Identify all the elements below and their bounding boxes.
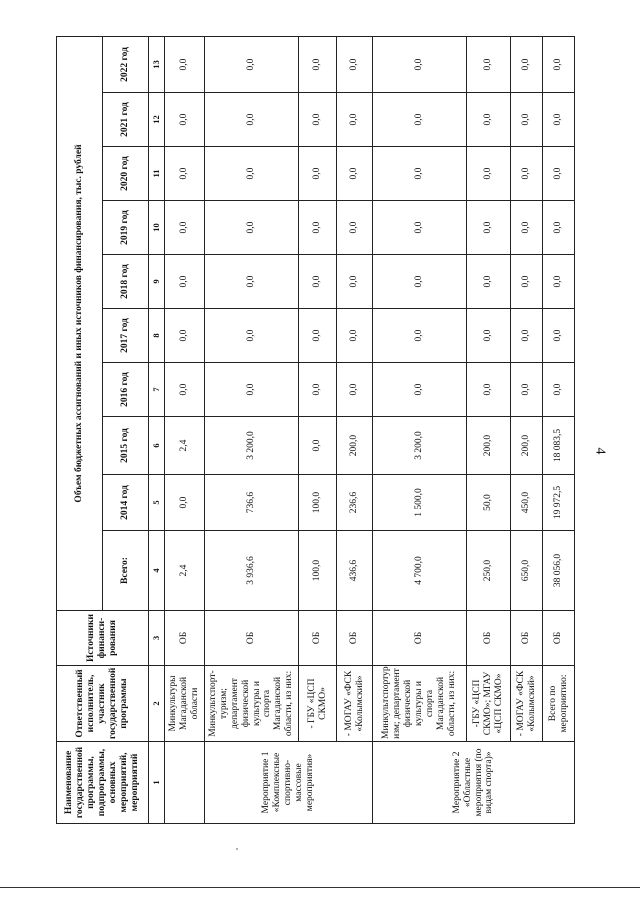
row-total: 3 936,6 (205, 531, 299, 611)
row-responsible: - МОГАУ «ФСК «Колымский» (511, 666, 543, 742)
row-value: 0,0 (205, 255, 299, 309)
row-source: ОБ (543, 611, 575, 666)
row-value: 3 200,0 (373, 417, 467, 475)
row-total: 2,4 (165, 531, 205, 611)
row-responsible: -ГБУ «ЦСП СКМО»; МГАУ «ЦСП СКМО» (467, 666, 511, 742)
column-number: 9 (149, 255, 165, 309)
row-responsible: Минкультспорт-туризм; департамент физической культуры и спорта Магаданской области, из них: (205, 666, 299, 742)
row-value: 0,0 (165, 201, 205, 255)
row-value: 0,0 (543, 36, 575, 92)
row-value: 18 083,5 (543, 417, 575, 475)
row-value: 2,4 (165, 417, 205, 475)
row-value: 0,0 (511, 147, 543, 201)
document-table-wrapper (56, 37, 569, 824)
row-responsible: - МОГАУ «ФСК «Колымский» (337, 666, 373, 742)
column-number: 11 (149, 147, 165, 201)
row-value: 0,0 (165, 93, 205, 147)
table-row (337, 36, 373, 823)
row-value: 0,0 (337, 309, 373, 363)
row-responsible: - ГБУ «ЦСП СКМО» (299, 666, 337, 742)
row-value: 100,0 (299, 475, 337, 531)
row-value: 0,0 (511, 309, 543, 363)
row-source: ОБ (373, 611, 467, 666)
row-value: 0,0 (373, 309, 467, 363)
row-value: 736,6 (205, 475, 299, 531)
header-name: Наименование государственной программы, подпрограммы, основных мероприятий, мероприятий (57, 742, 149, 824)
column-number: 8 (149, 309, 165, 363)
row-value: 0,0 (511, 255, 543, 309)
row-value: 0,0 (337, 363, 373, 417)
row-value: 0,0 (543, 201, 575, 255)
row-value: 0,0 (299, 93, 337, 147)
row-value: 0,0 (543, 363, 575, 417)
row-source: ОБ (205, 611, 299, 666)
row-source: ОБ (511, 611, 543, 666)
header-year: 2018 год (103, 255, 149, 309)
header-total: Всего: (103, 531, 149, 611)
row-value: 0,0 (337, 255, 373, 309)
row-value: 3 200,0 (205, 417, 299, 475)
row-value: 0,0 (373, 363, 467, 417)
row-value: 0,0 (373, 36, 467, 92)
row-total: 250,0 (467, 531, 511, 611)
header-year: 2015 год (103, 417, 149, 475)
column-number: 13 (149, 36, 165, 92)
header-year: 2017 год (103, 309, 149, 363)
row-value: 0,0 (165, 255, 205, 309)
row-value: 0,0 (373, 201, 467, 255)
row-value: 450,0 (511, 475, 543, 531)
row-source: ОБ (337, 611, 373, 666)
header-source: Источники финанси-рования (57, 611, 149, 666)
row-total: 650,0 (511, 531, 543, 611)
funding-table (56, 37, 569, 824)
row-responsible: Минкультспортур изм; департамент физической культуры и спорта Магаданской области, из них: (373, 666, 467, 742)
column-number: 1 (149, 742, 165, 824)
row-source: ОБ (299, 611, 337, 666)
row-value: 0,0 (373, 93, 467, 147)
row-value: 0,0 (299, 36, 337, 92)
header-responsible: Ответственный исполнитель, участник государственной программы (57, 666, 149, 742)
row-value: 1 500,0 (373, 475, 467, 531)
row-value: 0,0 (467, 363, 511, 417)
table-row (165, 36, 205, 823)
row-value: 0,0 (165, 147, 205, 201)
header-year: 2019 год (103, 201, 149, 255)
column-number: 3 (149, 611, 165, 666)
row-value: 0,0 (511, 363, 543, 417)
row-value: 0,0 (165, 36, 205, 92)
row-value: 0,0 (543, 309, 575, 363)
row-value: 0,0 (165, 363, 205, 417)
table-row (205, 36, 299, 823)
row-value: 0,0 (467, 255, 511, 309)
row-value: 0,0 (511, 93, 543, 147)
table-row (511, 36, 543, 823)
table-row (467, 36, 511, 823)
row-value: 0,0 (467, 93, 511, 147)
row-value: 0,0 (205, 36, 299, 92)
row-value: 0,0 (205, 93, 299, 147)
row-value: 50,0 (467, 475, 511, 531)
row-total: 38 056,0 (543, 531, 575, 611)
row-value: 0,0 (543, 93, 575, 147)
row-value: 0,0 (467, 309, 511, 363)
row-value: 0,0 (511, 36, 543, 92)
row-value: 0,0 (543, 255, 575, 309)
column-number: 5 (149, 475, 165, 531)
column-number: 6 (149, 417, 165, 475)
row-total: 436,6 (337, 531, 373, 611)
row-value: 0,0 (373, 255, 467, 309)
row-value: 0,0 (511, 201, 543, 255)
row-value: 0,0 (467, 147, 511, 201)
row-total: 100,0 (299, 531, 337, 611)
table-row (543, 36, 575, 823)
row-value: 0,0 (299, 363, 337, 417)
row-value: 0,0 (337, 147, 373, 201)
row-value: 200,0 (467, 417, 511, 475)
table-row (299, 36, 337, 823)
page-bottom-line (0, 887, 640, 888)
header-year: 2020 год (103, 147, 149, 201)
column-number: 12 (149, 93, 165, 147)
row-value: 0,0 (337, 201, 373, 255)
column-number: 10 (149, 201, 165, 255)
row-name-empty (165, 742, 205, 824)
header-funding: Объем бюджетных ассигнований и иных источников финансирования, тыс. рублей (57, 36, 103, 610)
column-number: 2 (149, 666, 165, 742)
row-total: 4 700,0 (373, 531, 467, 611)
row-value: 200,0 (511, 417, 543, 475)
row-responsible: Минкультуры Магаданской области (165, 666, 205, 742)
row-value: 0,0 (373, 147, 467, 201)
column-number: 4 (149, 531, 165, 611)
scan-speck (236, 848, 238, 850)
table-row (373, 36, 467, 823)
page-number: 4 (592, 447, 608, 455)
row-value: 0,0 (299, 147, 337, 201)
column-number: 7 (149, 363, 165, 417)
row-name: Мероприятие 1 «Комплексные спортивно-массовые мероприятия» (205, 742, 373, 824)
row-value: 0,0 (299, 309, 337, 363)
row-value: 0,0 (467, 201, 511, 255)
row-value: 0,0 (337, 36, 373, 92)
row-value: 0,0 (165, 309, 205, 363)
header-year: 2014 год (103, 475, 149, 531)
row-value: 19 972,5 (543, 475, 575, 531)
row-responsible: Всего по мероприятию: (543, 666, 575, 742)
row-source: ОБ (467, 611, 511, 666)
row-value: 0,0 (337, 93, 373, 147)
row-value: 0,0 (205, 363, 299, 417)
row-value: 0,0 (205, 147, 299, 201)
row-value: 236,6 (337, 475, 373, 531)
row-value: 200,0 (337, 417, 373, 475)
row-value: 0,0 (205, 201, 299, 255)
row-value: 0,0 (165, 475, 205, 531)
row-value: 0,0 (299, 255, 337, 309)
header-year: 2021 год (103, 93, 149, 147)
row-value: 0,0 (543, 147, 575, 201)
row-value: 0,0 (299, 417, 337, 475)
header-year: 2022 год (103, 36, 149, 92)
row-value: 0,0 (299, 201, 337, 255)
header-year: 2016 год (103, 363, 149, 417)
row-value: 0,0 (205, 309, 299, 363)
row-source: ОБ (165, 611, 205, 666)
row-name: Мероприятие 2 «Областные мероприятия (по видам спорта)» (373, 742, 575, 824)
row-value: 0,0 (467, 36, 511, 92)
